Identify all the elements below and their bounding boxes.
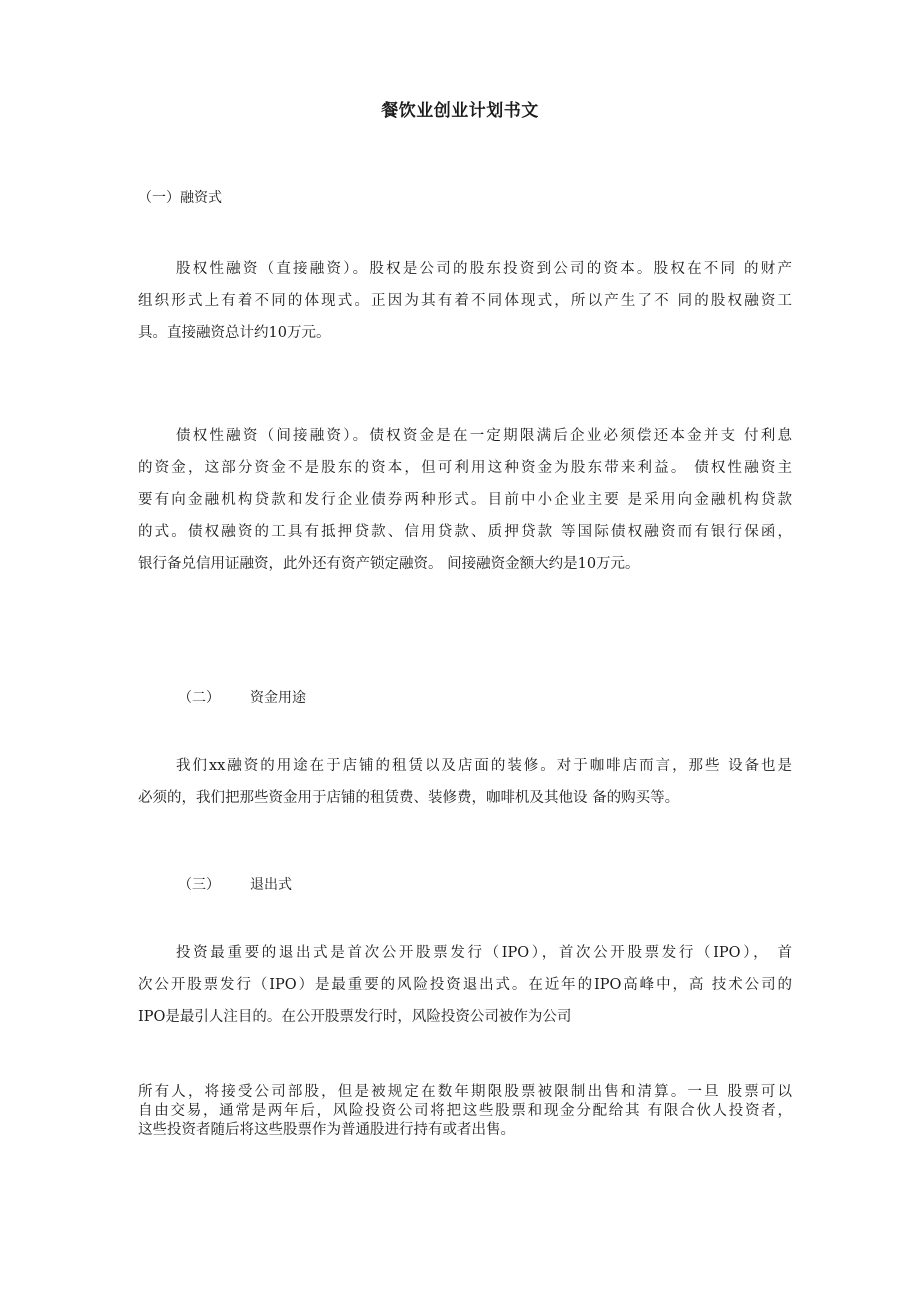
section-title: 退出式 [250,877,292,893]
text-line: 投资最重要的退出式是首次公开股票发行（IPO），首次公开股票发行（IPO）， 首 [176,945,792,961]
text-line: 具。直接融资总计约10万元。 [138,325,331,341]
paragraph-fund-use [138,750,792,814]
section-heading-fund-use [178,687,306,707]
text-line: 次公开股票发行（IPO）是最重要的风险投资退出式。在近年的IPO高峰中，高 技术公司的 [138,977,792,993]
text-line: 的式。债权融资的工具有抵押贷款、信用贷款、质押贷款 等国际债权融资而有银行保函， [138,524,792,540]
text-line: IPO是最引人注目的。在公开股票发行时，风险投资公司被作为公司 [138,1009,572,1025]
paragraph-equity-financing [138,253,792,349]
text-line: 债权性融资（间接融资）。债权资金是在一定期限满后企业必须偿还本金并支 付利息 [176,428,792,444]
text-line: 股权性融资（直接融资）。股权是公司的股东投资到公司的资本。股权在不同 的财产 [176,261,792,277]
paragraph-debt-financing [138,420,792,580]
text-line: 自由交易，通常是两年后，风险投资公司将把这些股票和现金分配给其 有限合伙人投资者， [138,1103,792,1119]
text-line: 我们xx融资的用途在于店铺的租赁以及店面的装修。对于咖啡店而言，那些 设备也是 [176,758,792,774]
text-line: 的资金，这部分资金不是股东的资本，但可利用这种资金为股东带来利益。 债权性融资主 [138,460,792,476]
paragraph-ipo-exit [138,937,792,1033]
section-number: （二） [178,690,220,706]
text-line: 组织形式上有着不同的体现式。正因为其有着不同体现式，所以产生了不 同的股权融资工 [138,293,792,309]
text-line: 要有向金融机构贷款和发行企业债券两种形式。目前中小企业主要 是采用向金融机构贷款 [138,492,792,508]
document-title: 餐饮业创业计划书文 [381,101,539,121]
text-line: 这些投资者随后将这些股票作为普通股进行持有或者出售。 [138,1122,515,1138]
text-line: 银行备兑信用证融资，此外还有资产锁定融资。 间接融资金额大约是10万元。 [138,556,640,572]
text-line: 必须的，我们把那些资金用于店铺的租赁费、装修费，咖啡机及其他设 备的购买等。 [138,790,680,806]
section-number: （三） [178,877,220,893]
section-title: 资金用途 [250,690,306,706]
paragraph-ipo-continued [138,1083,792,1140]
section-heading-financing-method: （一）融资式 [138,190,222,206]
section-heading-exit-method [178,874,292,894]
text-line: 所有人，将接受公司部股，但是被规定在数年期限股票被限制出售和清算。一旦 股票可以 [138,1084,792,1100]
